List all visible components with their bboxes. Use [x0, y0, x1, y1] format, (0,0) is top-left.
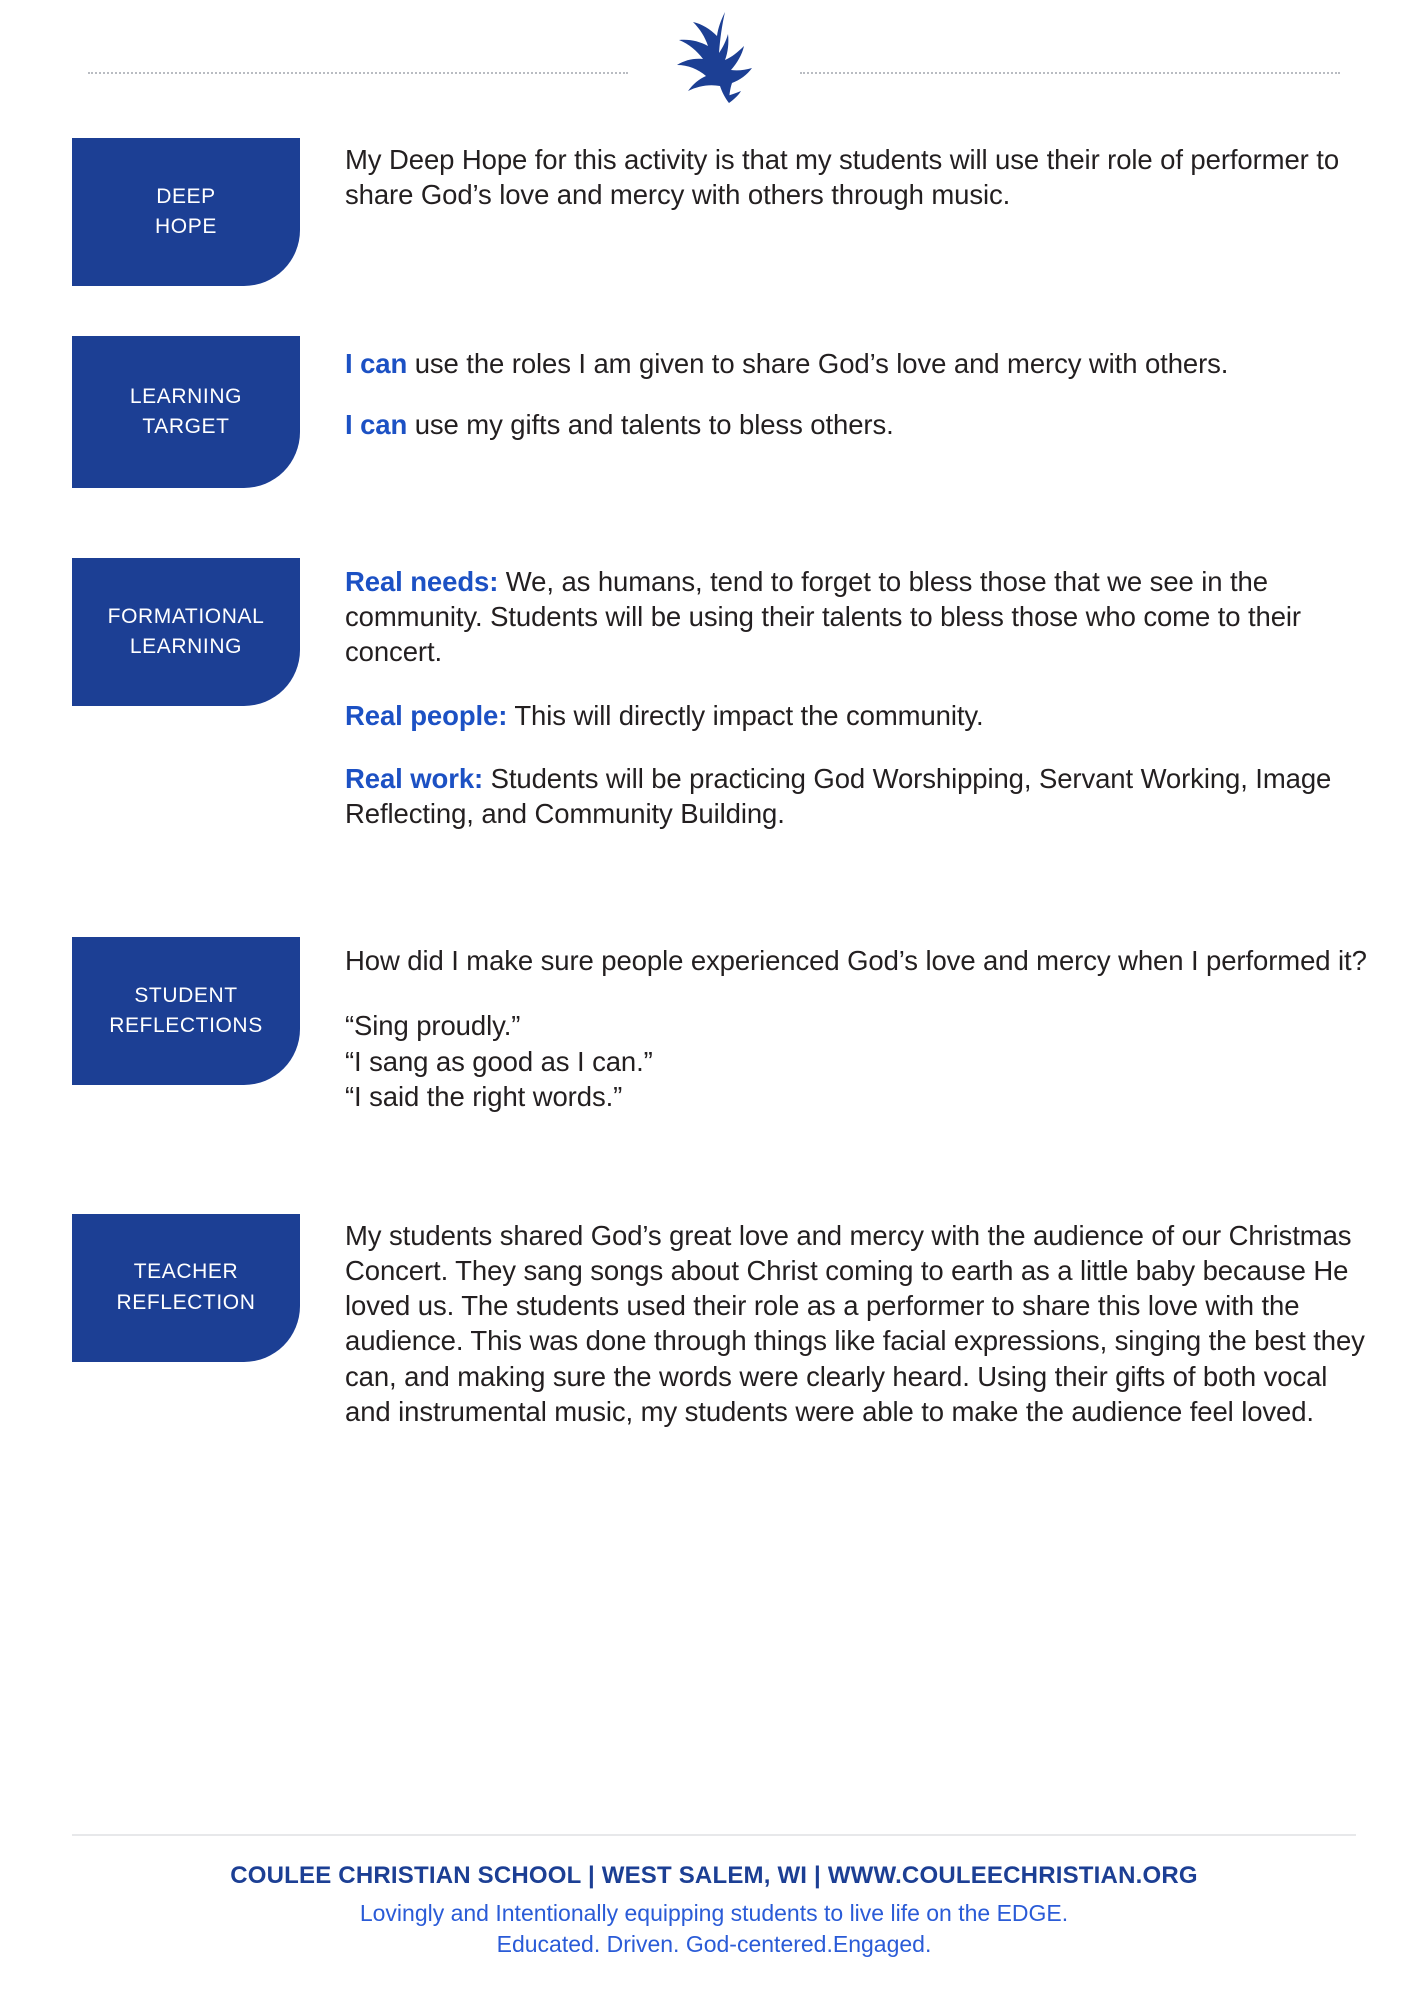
paragraph-text: use the roles I am given to share God’s love and mercy with others. [407, 348, 1229, 379]
paragraph-lead: Real needs: [345, 566, 499, 597]
section-tag-label: TEACHER REFLECTION [116, 1260, 256, 1314]
section-body-student-reflections [300, 937, 1388, 1144]
paragraph-lead: Real people: [345, 699, 508, 731]
section-student-reflections [0, 937, 1388, 1144]
paragraph [345, 761, 1368, 831]
section-tag-student-reflections [72, 937, 300, 1085]
section-tag-label: LEARNING TARGET [129, 384, 243, 438]
header-rule-right [800, 72, 1340, 74]
section-learning-target [0, 336, 1388, 488]
paragraph-text: use my gifts and talents to bless others. [407, 409, 894, 441]
footer-divider [72, 1834, 1356, 1836]
paragraph [345, 943, 1368, 978]
page-footer [0, 1834, 1428, 1960]
paragraph-text: Students will be practicing God Worshipping, Servant Working, Image Reflecting, and Community Building. [345, 762, 1332, 829]
paragraph [345, 1218, 1368, 1429]
section-tag-learning-target [72, 336, 300, 488]
paragraph [345, 564, 1368, 670]
section-tag-teacher-reflection [72, 1214, 300, 1362]
paragraph [345, 407, 1368, 442]
section-tag-label: DEEP HOPE [155, 184, 217, 238]
paragraph-text: This will directly impact the community. [507, 699, 984, 731]
section-formational-learning [0, 558, 1388, 859]
section-deep-hope [0, 138, 1388, 286]
paragraph-text: My Deep Hope for this activity is that my students will use their role of performer to share God’s love and mercy with others through music. [345, 144, 1340, 211]
eagle-logo-icon [649, 8, 779, 113]
paragraph-text: How did I make sure people experienced God’s love and mercy when I performed it? [345, 945, 1367, 977]
paragraph-text: We, as humans, tend to forget to bless those that we see in the community. Students will be using their talents to bless those who come to their concert. [345, 566, 1301, 668]
document-body [0, 138, 1428, 1429]
section-body-learning-target [300, 336, 1388, 468]
section-tag-formational-learning [72, 558, 300, 706]
section-body-deep-hope [300, 138, 1388, 212]
section-tag-label: STUDENT REFLECTIONS [109, 983, 263, 1038]
paragraph [345, 698, 1368, 733]
section-teacher-reflection [0, 1214, 1388, 1429]
page-header [0, 0, 1428, 120]
header-rule-left [88, 72, 628, 74]
paragraph-quotes: “Sing proudly.” “I sang as good as I can.” “I said the right words.” [345, 1010, 653, 1112]
footer-values: Educated. Driven. God-centered.Engaged. [496, 1930, 932, 1957]
paragraph [345, 346, 1368, 381]
section-body-formational-learning [300, 558, 1388, 859]
paragraph-lead: I can [345, 409, 408, 441]
footer-tagline: Lovingly and Intentionally equipping students to live life on the EDGE. [359, 1899, 1069, 1926]
paragraph [345, 142, 1368, 212]
paragraph-lead: I can [345, 348, 408, 379]
section-tag-label: FORMATIONAL LEARNING [107, 604, 265, 658]
paragraph-lead: Real work: [345, 762, 484, 794]
section-tag-deep-hope [72, 138, 300, 286]
section-body-teacher-reflection [300, 1214, 1388, 1429]
paragraph-text: My students shared God’s great love and mercy with the audience of our Christmas Concert. They sang songs about Christ coming to earth as a little baby because He loved us. The students used their role as a performer to share this love with the audience. This was done through things like facial expressions, singing the best they can, and making sure the words were clearly heard. Using their gifts of both vocal and instrumental music, my students were able to make the audience feel loved. [345, 1219, 1365, 1427]
footer-school-line: COULEE CHRISTIAN SCHOOL | WEST SALEM, WI | WWW.COULEECHRISTIAN.ORG [230, 1861, 1198, 1889]
